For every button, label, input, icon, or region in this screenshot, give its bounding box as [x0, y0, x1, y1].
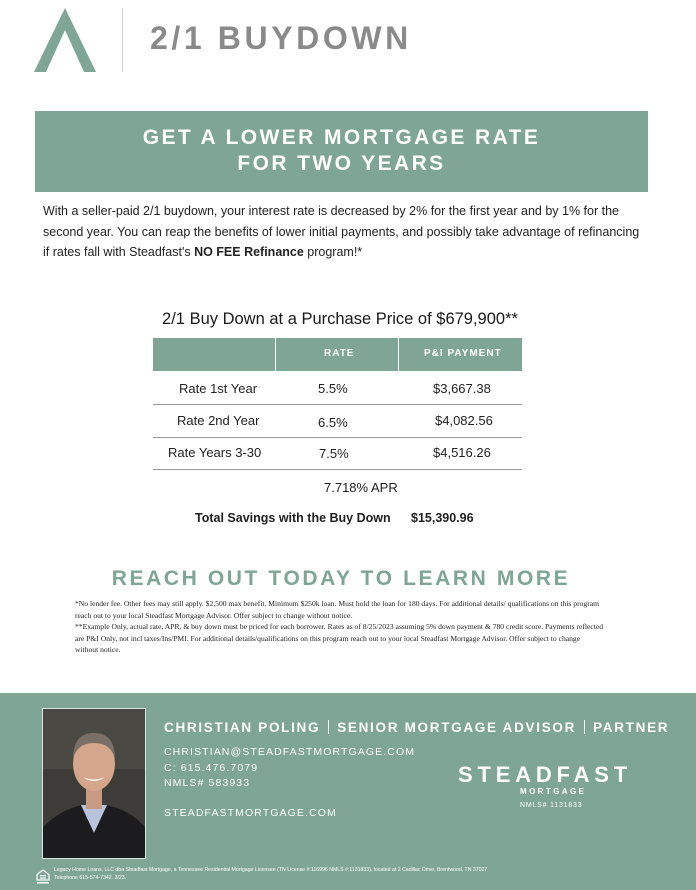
intro-bold-text: NO FEE Refinance	[194, 245, 304, 259]
row-label: Rate Years 3-30	[168, 445, 262, 460]
agent-title: SENIOR MORTGAGE ADVISOR	[337, 720, 577, 735]
agent-role: PARTNER	[593, 720, 670, 735]
header-divider-1	[275, 338, 276, 371]
row-rate: 5.5%	[318, 381, 348, 396]
header-divider	[122, 8, 123, 72]
agent-phone[interactable]: C: 615.476.7079	[164, 762, 259, 774]
intro-paragraph	[43, 201, 647, 263]
row-label: Rate 2nd Year	[177, 413, 260, 428]
intro-text: With a seller-paid 2/1 buydown, your interest rate is decreased by 2% for the first year and by 1% for the second year. You can reap the benefits of lower initial payments, and possibly take advantage of refinancing if rates fall with Steadfast's	[43, 204, 640, 259]
total-savings-label: Total Savings with the Buy Down	[195, 511, 391, 525]
header-payment: P&I PAYMENT	[424, 348, 502, 359]
row-payment: $3,667.38	[433, 381, 491, 396]
disclaimer	[75, 598, 605, 656]
legal-notice	[54, 867, 674, 882]
legal-line-1: Legacy Home Loans, LLC dba Steadfast Mortgage, a Tennessee Residential Mortgage Licensee (TN License #:116996 NMLS #:1131833), located at 2 Cadillac Drive, Brentwood, TN 37027	[54, 867, 488, 873]
table-header	[153, 338, 522, 371]
steadfast-logo-icon	[34, 8, 96, 72]
headline-line-1: GET A LOWER MORTGAGE RATE	[142, 126, 541, 149]
headline-banner	[35, 111, 648, 192]
total-savings-value: $15,390.96	[411, 511, 474, 525]
table-title: 2/1 Buy Down at a Purchase Price of $679,900**	[162, 310, 518, 328]
table-row	[153, 405, 522, 438]
call-to-action: REACH OUT TODAY TO LEARN MORE	[111, 567, 571, 590]
brand-name: STEADFAST	[458, 762, 632, 787]
disclaimer-line-2: **Example Only, actual rate, APR, & buy down must be priced for each borrower. Rates as of 8/25/2023 assuming 5% down payment & 780 credit score. Payments reflected are P&I Only, not incl taxes/Ins/PMI. For additional details/qualifications on this program reach out to your local Steadfast Mortgage Advisor. Offer subject to change without notice.	[75, 622, 603, 654]
website-link[interactable]: STEADFASTMORTGAGE.COM	[164, 807, 337, 819]
brand-nmls: NMLS# 1131833	[520, 802, 583, 809]
agent-name: CHRISTIAN POLING	[164, 720, 321, 735]
separator	[328, 720, 329, 734]
legal-line-2: Telephone 615-574-7342. 3/23.	[54, 874, 127, 881]
row-rate: 7.5%	[319, 446, 349, 461]
intro-text-end: program!*	[303, 245, 363, 259]
agent-title-line	[164, 720, 669, 735]
agent-nmls: NMLS# 583933	[164, 777, 251, 789]
headline-line-2: FOR TWO YEARS	[237, 152, 446, 175]
header-rate: RATE	[324, 348, 355, 359]
row-rate: 6.5%	[318, 415, 348, 430]
agent-email-link[interactable]: CHRISTIAN@STEADFASTMORTGAGE.COM	[164, 746, 416, 758]
brand-subtitle: MORTGAGE	[520, 787, 587, 796]
agent-photo	[43, 709, 145, 858]
disclaimer-line-1: *No lender fee. Other fees may still apply. $2,500 max benefit. Minimum $250k loan. Must hold the loan for 180 days. For additional details/ qualifications on this program reach out to your local Steadfast Mortgage Advisor. Offer subject to change without notice.	[75, 599, 600, 620]
equal-housing-icon	[36, 869, 50, 885]
page-title: 2/1 BUYDOWN	[150, 20, 412, 56]
table-row	[153, 372, 522, 405]
header-divider-2	[398, 338, 399, 371]
apr-value: 7.718% APR	[324, 480, 398, 495]
row-payment: $4,082.56	[435, 413, 493, 428]
row-payment: $4,516.26	[433, 445, 491, 460]
separator	[584, 720, 585, 734]
row-label: Rate 1st Year	[179, 381, 258, 396]
table-row	[153, 437, 522, 470]
